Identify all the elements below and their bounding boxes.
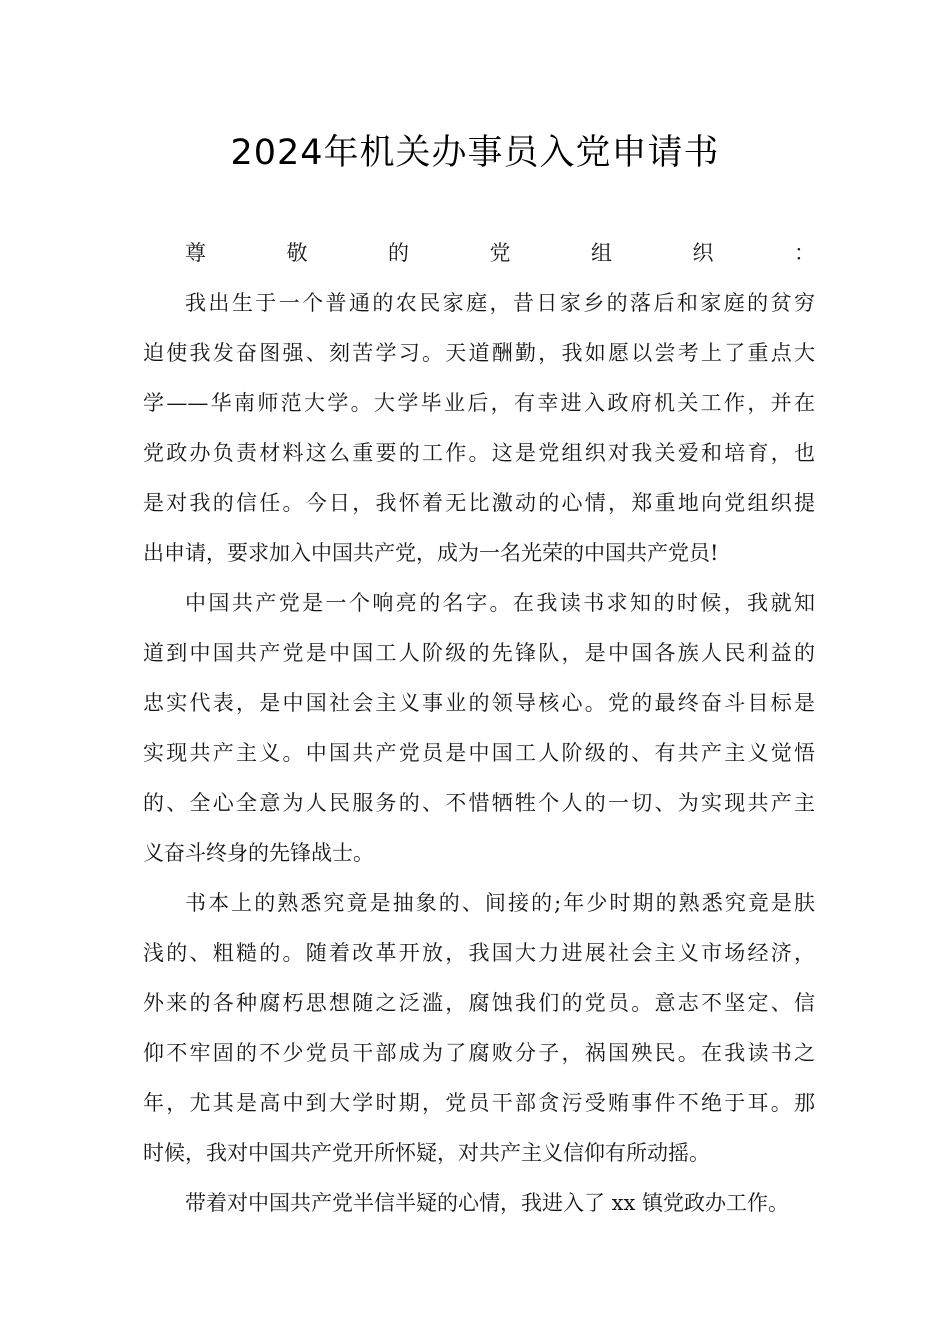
- paragraph-line: 浅的、粗糙的。随着改革开放，我国大力进展社会主义市场经济，: [143, 941, 815, 965]
- paragraph-line: 我出生于一个普通的农民家庭，昔日家乡的落后和家庭的贫穷: [185, 291, 815, 315]
- salutation: 尊敬的党组织：: [185, 241, 815, 265]
- document-body: [143, 228, 815, 1228]
- paragraph-line: 的、全心全意为人民服务的、不惜牺牲个人的一切、为实现共产主: [143, 791, 815, 815]
- document-title: 2024年机关办事员入党申请书: [230, 133, 720, 173]
- paragraph-line: 实现共产主义。中国共产党员是中国工人阶级的、有共产主义觉悟: [143, 741, 815, 765]
- paragraph-line: 时候，我对中国共产党开所怀疑，对共产主义信仰有所动摇。: [143, 1141, 710, 1165]
- paragraph-line: 义奋斗终身的先锋战士。: [143, 841, 374, 865]
- paragraph-2: [143, 578, 815, 878]
- paragraph-line: 出申请，要求加入中国共产党，成为一名光荣的中国共产党员!: [143, 541, 719, 565]
- paragraph-line: 带着对中国共产党半信半疑的心情，我进入了 xx 镇党政办工作。: [185, 1191, 790, 1215]
- paragraph-line: 外来的各种腐朽思想随之泛滥，腐蚀我们的党员。意志不坚定、信: [143, 991, 815, 1015]
- paragraph-line: 学——华南师范大学。大学毕业后，有幸进入政府机关工作，并在: [143, 391, 815, 415]
- paragraph-1: [143, 278, 815, 578]
- paragraph-line: 党政办负责材料这么重要的工作。这是党组织对我关爱和培育，也: [143, 441, 815, 465]
- paragraph-line: 忠实代表，是中国社会主义事业的领导核心。党的最终奋斗目标是: [143, 691, 815, 715]
- paragraph-line: 道到中国共产党是中国工人阶级的先锋队，是中国各族人民利益的: [143, 641, 815, 665]
- paragraph-line: 迫使我发奋图强、刻苦学习。天道酬勤，我如愿以尝考上了重点大: [143, 341, 815, 365]
- paragraph-line: 是对我的信任。今日，我怀着无比激动的心情，郑重地向党组织提: [143, 491, 815, 515]
- paragraph-line: 仰不牢固的不少党员干部成为了腐败分子，祸国殃民。在我读书之: [143, 1041, 815, 1065]
- paragraph-line: 年，尤其是高中到大学时期，党员干部贪污受贿事件不绝于耳。那: [143, 1091, 815, 1115]
- paragraph-3: [143, 878, 815, 1178]
- paragraph-line: 中国共产党是一个响亮的名字。在我读书求知的时候，我就知: [185, 591, 815, 615]
- paragraph-4: [143, 1178, 815, 1228]
- paragraph-line: 书本上的熟悉究竟是抽象的、间接的;年少时期的熟悉究竟是肤: [185, 891, 815, 915]
